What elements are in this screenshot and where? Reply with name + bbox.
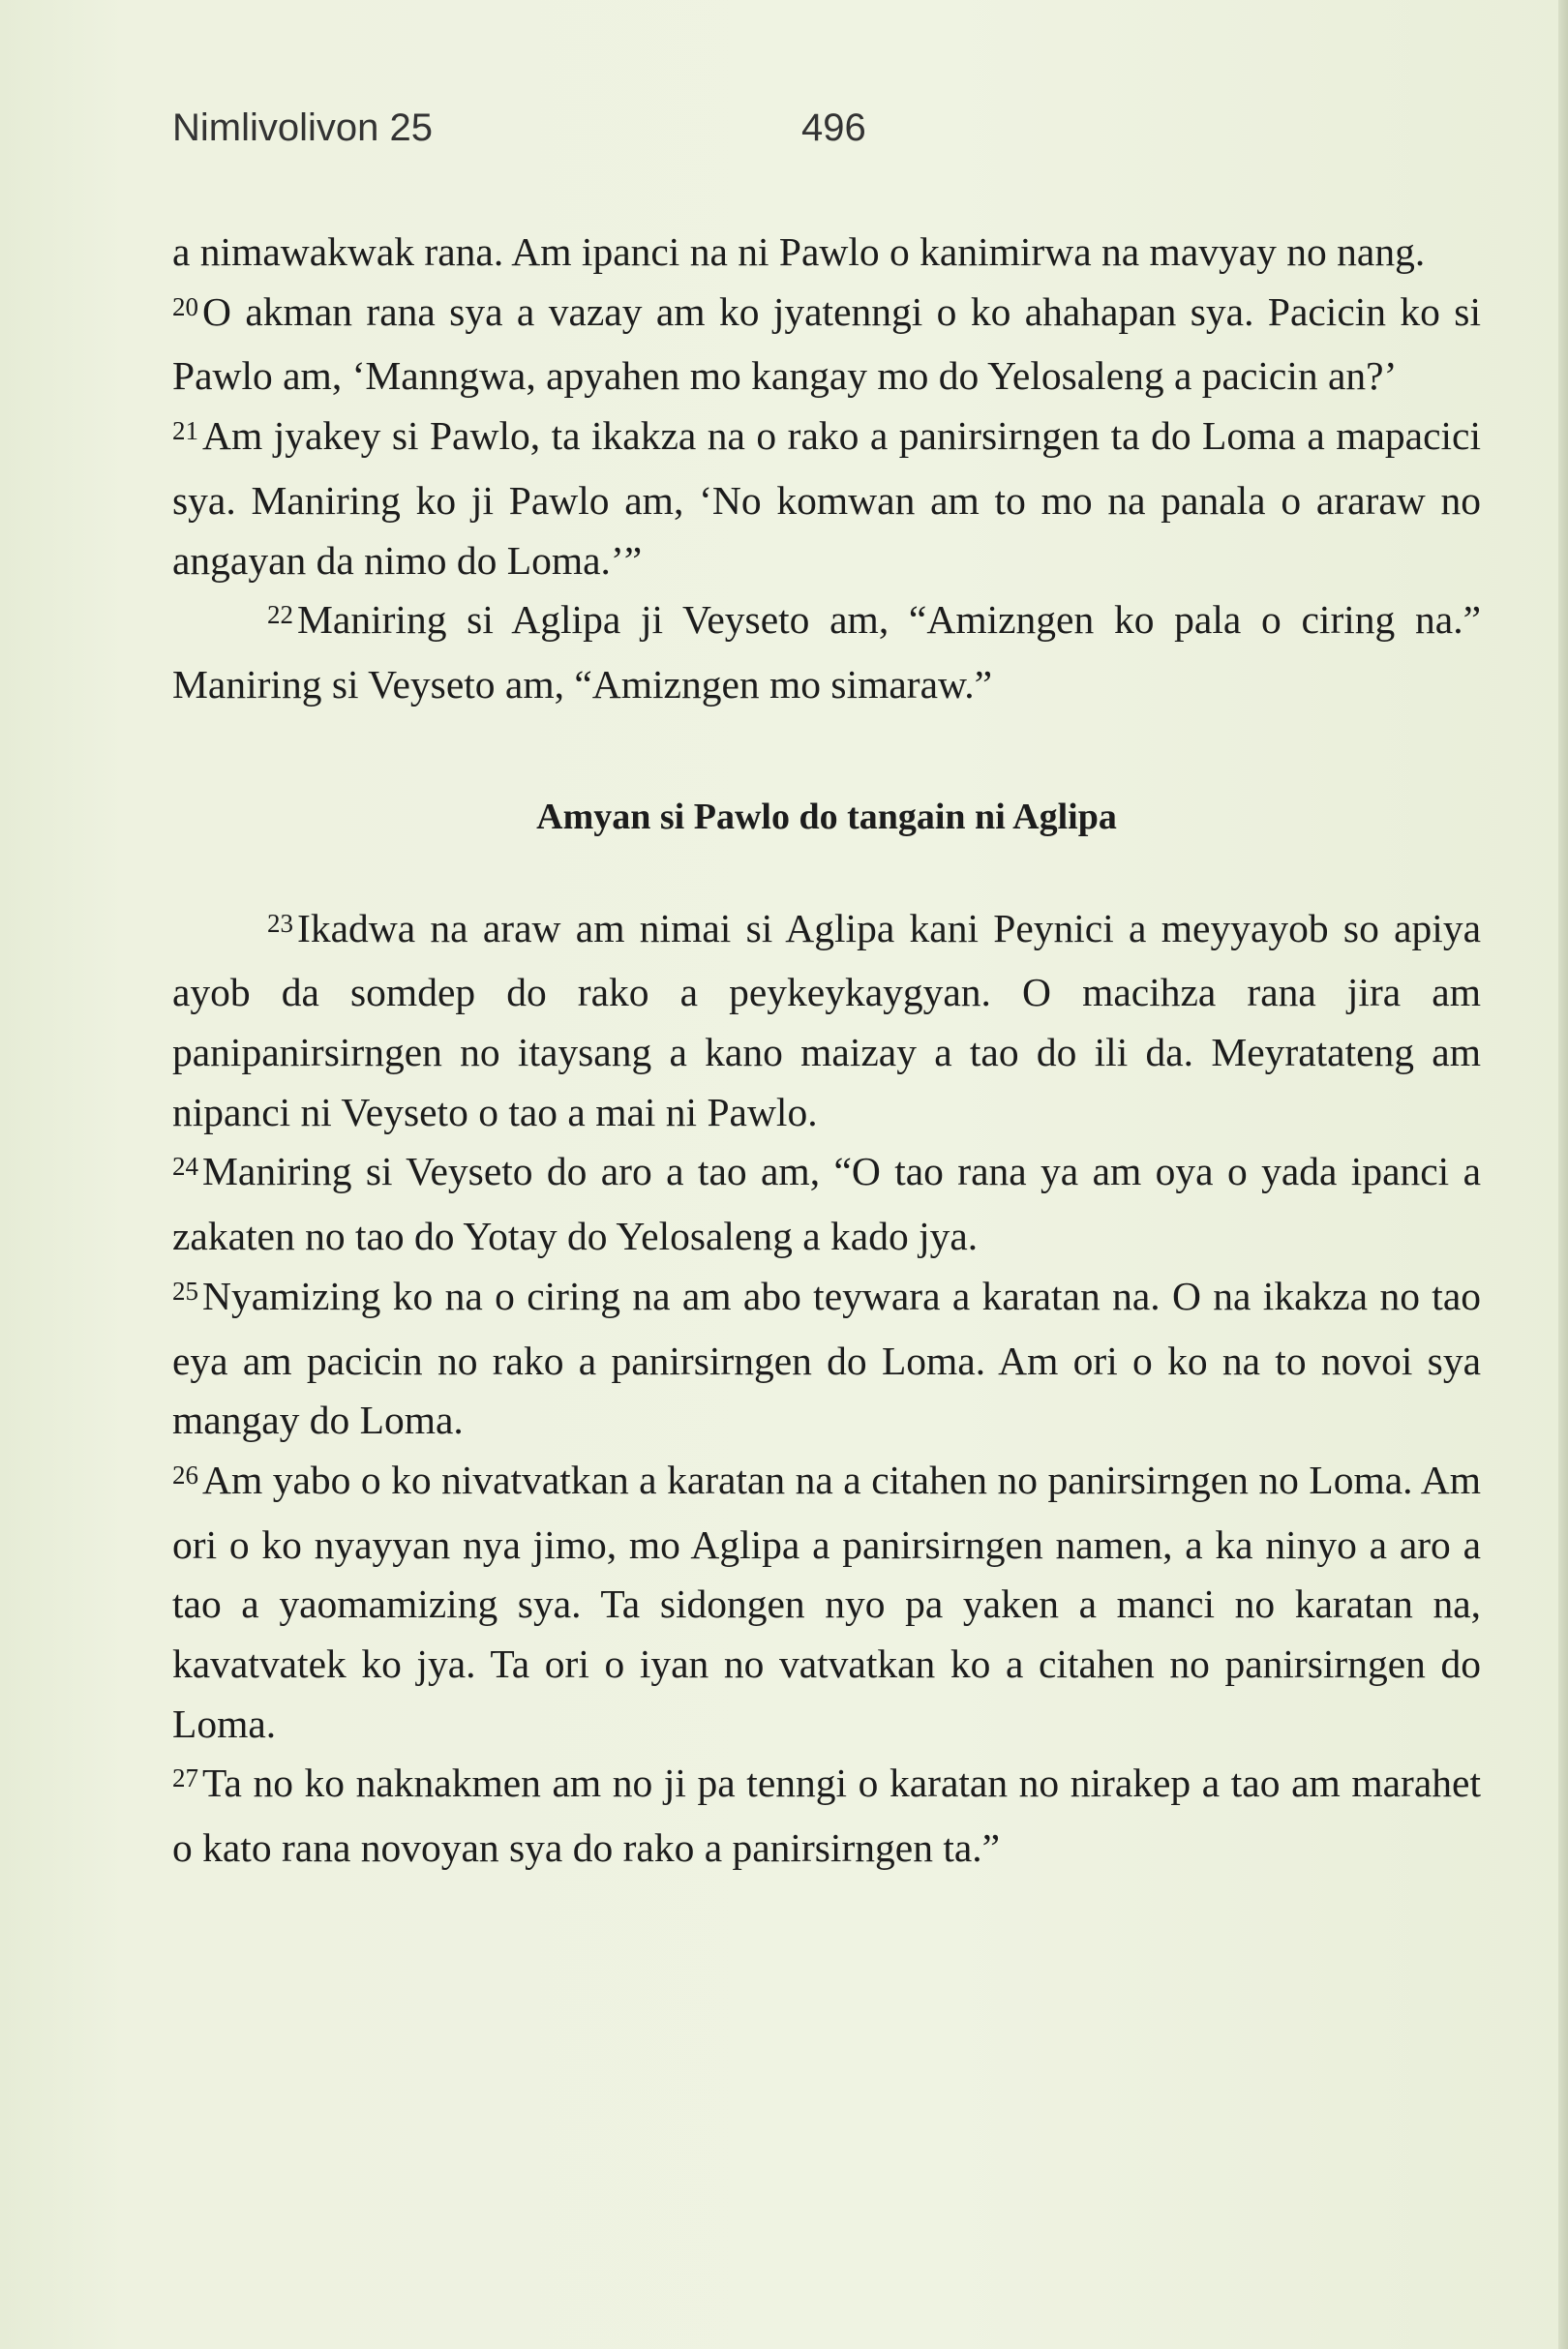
page-edge — [1558, 0, 1568, 2349]
verse-number: 26 — [172, 1460, 198, 1490]
running-title: Nimlivolivon 25 — [172, 106, 433, 149]
verse-number: 23 — [267, 908, 293, 938]
verse-27 — [172, 1754, 1481, 1878]
verse-text: Nyamizing ko na o ciring na am abo teywara a karatan na. O na ikakza no tao eya am pacicin no rako a panirsirngen do Loma. Am ori o ko na to novoi sya mangay do Loma. — [172, 1273, 1481, 1443]
verse-number: 20 — [172, 291, 198, 321]
verse-number: 22 — [267, 600, 293, 630]
verse-text: O akman rana sya a vazay am ko jyatenngi o ko ahahapan sya. Pacicin ko si Pawlo am, ‘Manngwa, apyahen mo kangay mo do Yelosaleng a pacicin an?’ — [172, 288, 1481, 399]
verse-number: 21 — [172, 416, 198, 446]
verse-24 — [172, 1142, 1481, 1266]
verse-text: Ikadwa na araw am nimai si Aglipa kani Peynici a meyyayob so apiya ayob da somdep do rako a peykeykaygyan. O macihza rana jira am panipanirsirngen no itaysang a kano maizay a tao do ili da. Meyratateng am nipanci ni Veyseto o tao a mai ni Pawlo. — [172, 905, 1481, 1134]
verse-text: Ta no ko naknakmen am no ji pa tenngi o karatan no nirakep a tao am marahet o kato rana novoyan sya do rako a panirsirngen ta.” — [172, 1761, 1481, 1871]
verse-23 — [172, 899, 1481, 1143]
verse-22 — [172, 590, 1481, 714]
page-number: 496 — [801, 106, 866, 149]
verse-number: 25 — [172, 1276, 198, 1306]
verse-26 — [172, 1451, 1481, 1755]
intro-paragraph: a nimawakwak rana. Am ipanci na ni Pawlo o kanimirwa na mavyay no nang. — [172, 229, 1426, 274]
verse-number: 24 — [172, 1152, 198, 1182]
verse-25 — [172, 1267, 1481, 1451]
section-heading: Amyan si Pawlo do tangain ni Aglipa — [536, 796, 1117, 837]
verse-number: 27 — [172, 1763, 198, 1793]
verse-21 — [172, 407, 1481, 590]
verse-text: Am yabo o ko nivatvatkan a karatan na a citahen no panirsirngen no Loma. Am ori o ko nyayyan nya jimo, mo Aglipa a panirsirngen namen, a ka ninyo a aro a tao a yaomamizing sya. Ta sidongen nyo pa yaken a manci no karatan na, kavatvatek ko jya. Ta ori o iyan no vatvatkan ko a citahen no panirsirngen do Loma. — [172, 1457, 1481, 1746]
verse-text: Maniring si Aglipa ji Veyseto am, “Amizngen ko pala o ciring na.” Maniring si Veyseto am, “Amizngen mo simaraw.” — [172, 597, 1481, 707]
verse-text: Am jyakey si Pawlo, ta ikakza na o rako a panirsirngen ta do Loma a mapacici sya. Maniring ko ji Pawlo am, ‘No komwan am to mo na panala o araraw no angayan da nimo do Loma.’” — [172, 413, 1481, 583]
page-body — [172, 223, 1481, 1879]
verse-text: Maniring si Veyseto do aro a tao am, “O tao rana ya am oya o yada ipanci a zakaten no tao do Yotay do Yelosaleng a kado jya. — [172, 1149, 1481, 1259]
verse-20 — [172, 283, 1481, 407]
